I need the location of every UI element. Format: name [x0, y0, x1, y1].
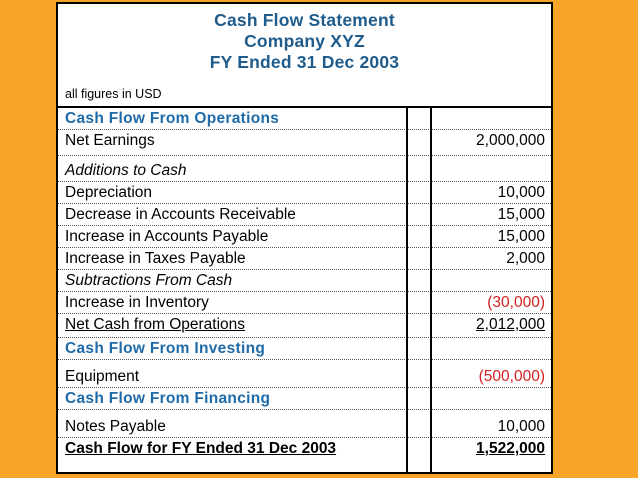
row-label: Depreciation [65, 184, 153, 201]
table-row [58, 248, 551, 270]
table-row [58, 226, 551, 248]
title-line-1: Cash Flow Statement [214, 10, 395, 30]
table-row [58, 292, 551, 314]
row-label: Increase in Taxes Payable [65, 250, 246, 267]
table-row [58, 360, 551, 388]
row-amount: 10,000 [497, 418, 545, 435]
table-row [58, 314, 551, 338]
row-amount: 2,000 [506, 250, 545, 267]
title-line-2: Company XYZ [244, 31, 365, 51]
subtotal-label: Net Cash from Operations [65, 316, 246, 333]
row-amount-negative: (30,000) [487, 294, 545, 311]
section-heading: Cash Flow From Financing [65, 390, 271, 407]
row-label: Subtractions From Cash [65, 272, 233, 289]
units-note: all figures in USD [65, 87, 162, 101]
row-label: Net Earnings [65, 132, 155, 149]
table-row [58, 204, 551, 226]
table-row [58, 108, 551, 130]
table-row [58, 388, 551, 410]
table-row [58, 338, 551, 360]
statement-title [58, 4, 551, 73]
cash-flow-statement [56, 2, 553, 474]
section-heading: Cash Flow From Operations [65, 110, 280, 127]
grand-total-amount: 1,522,000 [476, 440, 545, 457]
statement-table [58, 106, 551, 460]
row-amount: 15,000 [497, 228, 545, 245]
table-row [58, 130, 551, 156]
table-row [58, 270, 551, 292]
row-label: Notes Payable [65, 418, 166, 435]
table-row [58, 438, 551, 460]
grand-total-label: Cash Flow for FY Ended 31 Dec 2003 [65, 440, 337, 457]
row-amount-negative: (500,000) [478, 368, 545, 385]
title-line-3: FY Ended 31 Dec 2003 [209, 52, 400, 72]
row-amount: 10,000 [497, 184, 545, 201]
row-label: Increase in Inventory [65, 294, 209, 311]
subtotal-amount: 2,012,000 [476, 316, 545, 333]
row-label: Equipment [65, 368, 140, 385]
row-amount: 2,000,000 [476, 132, 545, 149]
table-row [58, 182, 551, 204]
column-separator [406, 106, 432, 472]
table-row [58, 156, 551, 182]
row-label: Additions to Cash [65, 162, 187, 179]
row-label: Increase in Accounts Payable [65, 228, 269, 245]
row-label: Decrease in Accounts Receivable [65, 206, 296, 223]
section-heading: Cash Flow From Investing [65, 340, 266, 357]
row-amount: 15,000 [497, 206, 545, 223]
table-row [58, 410, 551, 438]
